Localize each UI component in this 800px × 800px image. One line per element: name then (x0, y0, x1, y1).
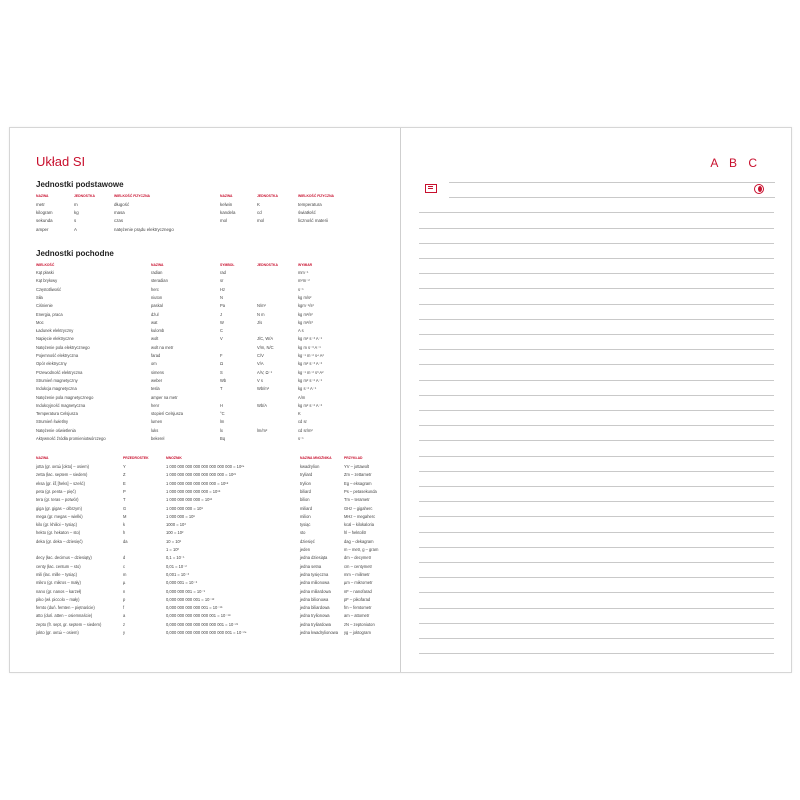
alphabet-index-letters: A B C (710, 156, 761, 170)
ruled-line (419, 532, 774, 533)
prefixes-cell: k (123, 522, 126, 528)
base-units-cell: m (74, 202, 78, 207)
prefixes-cell: kwadrylion (300, 464, 320, 469)
prefixes-cell: 0,000 000 001 = 10⁻⁹ (166, 588, 206, 594)
prefixes-cell: jedna setna (300, 563, 322, 569)
derived-units-cell: lm (220, 419, 225, 425)
prefixes-cell: tysiąc (300, 522, 311, 528)
derived-units-cell: Napięcie elektryczne (36, 336, 74, 342)
ruled-line (419, 425, 774, 426)
ruled-line (419, 410, 774, 411)
ruled-line (419, 364, 774, 365)
derived-units-cell: T (220, 386, 223, 392)
base-units-header: JEDNOSTKA (74, 194, 95, 198)
base-units-cell: K (257, 202, 260, 207)
ruled-line (419, 273, 774, 274)
base-units-cell: natężenie prądu elektrycznego (114, 226, 174, 232)
prefixes-cell: kcal – kilokaloria (344, 522, 375, 528)
prefixes-cell: nF – nanofarad (344, 588, 372, 594)
ruled-line (419, 516, 774, 517)
ruled-line (419, 243, 774, 244)
derived-units-cell: Ciśnienie (36, 303, 53, 309)
prefixes-cell: giga (gr. gigas – olbrzym) (36, 505, 82, 511)
derived-units-header: JEDNOSTKA (257, 263, 278, 267)
derived-units-cell: herc (151, 286, 159, 292)
ruled-line (419, 562, 774, 563)
prefixes-cell: y (123, 630, 126, 635)
ruled-line (419, 395, 774, 396)
prefixes-cell: 0,000 000 000 000 000 001 = 10⁻¹⁸ (166, 613, 231, 619)
prefixes-cell: am – attometr (344, 613, 370, 619)
prefixes-cell: centy (łac. centum – sto) (36, 563, 81, 569)
ruled-line (419, 623, 774, 624)
derived-units-cell: Ω (220, 361, 224, 367)
prefixes-cell: h (123, 530, 126, 536)
derived-units-cell: s⁻¹ (298, 436, 304, 441)
prefixes-cell: milion (300, 513, 311, 519)
prefixes-cell: dm – decymetr (344, 555, 372, 561)
derived-units-cell: niuton (151, 294, 163, 300)
prefixes-header: NAZWA (36, 456, 49, 460)
prefixes-cell: m (123, 571, 127, 577)
prefixes-cell: fm – femtometr (344, 605, 372, 611)
derived-units-cell: mm⁻¹ (298, 270, 309, 275)
derived-units-cell: Kąt płaski (36, 270, 54, 275)
prefixes-cell: pF – pikofarad (344, 596, 371, 602)
derived-units-cell: Siła (36, 294, 43, 300)
base-units-cell: amper (36, 226, 49, 232)
derived-units-cell: J/s (257, 319, 263, 325)
prefixes-header: NAZWA MNOŻNIKA (300, 456, 332, 460)
derived-units-cell: kg m² s⁻³ A⁻² (298, 361, 323, 367)
prefixes-cell: 0,000 001 = 10⁻⁶ (166, 580, 198, 586)
base-units-cell: czas (114, 218, 124, 224)
prefixes-cell: 1 000 000 000 = 10⁹ (166, 505, 204, 511)
derived-units-cell: Natężenie oświetlenia (36, 427, 76, 433)
base-units-header: JEDNOSTKA (257, 194, 278, 198)
derived-units-cell: Natężenie pola elektrycznego (36, 344, 90, 350)
prefixes-cell: µm – mikrometr (344, 580, 373, 586)
derived-units-cell: tesla (151, 386, 160, 392)
derived-units-cell: V s (257, 377, 263, 383)
prefixes-cell: bilion (300, 497, 310, 503)
prefixes-cell: 0,001 = 10⁻³ (166, 571, 189, 577)
derived-units-cell: amper na metr (151, 394, 178, 400)
base-units-cell: temperatura (298, 202, 322, 207)
prefixes-cell: GHz – gigaherc (344, 505, 373, 511)
prefixes-cell: MHz – megaherc (344, 513, 376, 519)
prefixes-cell: zetta (łac. septem – siedem) (36, 472, 88, 478)
prefixes-cell: 0,01 = 10⁻² (166, 563, 187, 569)
derived-units-cell: kg m² s⁻³ A⁻¹ (298, 336, 323, 342)
derived-units-cell: Indukcyjność magnetyczna (36, 402, 86, 408)
prefixes-cell: Eg – eksagram (344, 480, 372, 486)
prefixes-cell: z (123, 621, 126, 627)
prefixes-cell: zN – zeptoniuton (344, 621, 375, 627)
ruled-line (419, 547, 774, 548)
base-units-header: WIELKOŚĆ FIZYCZNA (114, 194, 150, 198)
prefixes-cell: f (123, 605, 125, 611)
prefixes-cell: jotta (gr. οκτώ [okto] – osiem) (36, 464, 89, 469)
prefixes-cell: 0,000 000 000 000 000 000 000 001 = 10⁻²⁴ (166, 630, 247, 635)
ruled-line (419, 334, 774, 335)
base-units-cell: światłość (298, 210, 316, 216)
derived-units-header: WIELKOŚĆ (36, 263, 55, 267)
prefixes-cell: 1 000 000 000 000 000 000 000 = 10²¹ (166, 472, 236, 478)
prefixes-cell: biliard (300, 488, 311, 494)
derived-units-header: WYMIAR (298, 263, 313, 267)
prefixes-cell: trylion (300, 480, 311, 486)
base-units-cell: kelwin (220, 202, 233, 207)
derived-units-cell: H (220, 402, 223, 408)
derived-units-cell: Aktywność źródła promieniotwórczego (36, 436, 106, 441)
prefixes-header: PRZYKŁAD (344, 456, 363, 460)
derived-units-cell: A/V, Ω⁻¹ (257, 369, 273, 375)
prefixes-cell: P (123, 488, 126, 494)
prefixes-cell: jedna trylionowa (300, 613, 330, 619)
derived-units-cell: Częstotliwość (36, 286, 62, 292)
derived-units-header: NAZWA (151, 263, 164, 267)
base-units-heading: Jednostki podstawowe (36, 180, 124, 189)
notebook-spread (9, 127, 792, 673)
derived-units-cell: simens (151, 369, 164, 375)
derived-units-cell: luks (151, 427, 159, 433)
derived-units-cell: Pa (220, 303, 226, 309)
prefixes-cell: eksa (gr. ἕξ [heks] – sześć) (36, 480, 85, 486)
derived-units-cell: cd sr/m² (298, 427, 313, 433)
ruled-line (449, 182, 775, 183)
derived-units-cell: K (298, 411, 301, 417)
derived-units-cell: Ładunek elektryczny (36, 328, 74, 334)
derived-units-cell: Energia, praca (36, 311, 63, 317)
derived-units-cell: kg m² s⁻² A⁻² (298, 402, 323, 408)
derived-units-cell: lm/m² (257, 427, 268, 433)
right-page-lined (401, 128, 791, 672)
prefixes-cell: Tm – terametr (344, 497, 370, 503)
derived-units-cell: farad (151, 353, 161, 358)
derived-units-cell: Przewodność elektryczna (36, 369, 83, 375)
base-units-cell: mol (220, 218, 228, 224)
derived-units-cell: Strumień magnetyczny (36, 377, 78, 383)
derived-units-cell: wat (151, 319, 158, 325)
page-title: Układ SI (36, 154, 86, 169)
prefixes-cell: atto (duń. atten – osiemnaście) (36, 613, 93, 619)
prefixes-cell: decy (łac. decimus – dziesiąty) (36, 555, 92, 561)
base-units-header: WIELKOŚĆ FIZYCZNA (298, 194, 334, 198)
derived-units-cell: Opór elektryczny (36, 361, 67, 367)
derived-units-cell: Temperatura Celsjusza (36, 411, 78, 417)
derived-units-cell: Indukcja magnetyczna (36, 386, 77, 392)
derived-units-cell: s⁻¹ (298, 286, 304, 292)
derived-units-cell: kgm⁻¹/s² (298, 303, 314, 309)
prefixes-cell: tera (gr. teras – potwór) (36, 497, 79, 503)
derived-units-cell: paskal (151, 303, 163, 309)
derived-units-cell: kg m/s² (298, 294, 312, 300)
left-page-si-units (10, 128, 400, 672)
base-units-cell: mol (257, 218, 265, 224)
prefixes-cell: dziesięć (300, 538, 315, 544)
derived-units-cell: Hz (220, 286, 226, 292)
prefixes-cell: piko (wł. piccolo – mały) (36, 596, 80, 602)
derived-units-cell: F (220, 353, 223, 358)
prefixes-cell: c (123, 563, 126, 569)
derived-units-cell: kg m s⁻³ A⁻¹ (298, 344, 321, 350)
derived-units-cell: dżul (151, 311, 159, 317)
prefixes-cell: jedna kwadrylionowa (300, 630, 339, 635)
prefixes-cell: cm – centymetr (344, 563, 372, 569)
prefixes-cell: miliard (300, 505, 313, 511)
prefixes-cell: jedna dziesiąta (300, 555, 328, 561)
derived-units-cell: Wb/A (257, 402, 268, 408)
prefixes-cell: µ (123, 580, 126, 586)
prefixes-cell: femto (duń. femten – piętnaście) (36, 605, 95, 611)
ruled-line (419, 258, 774, 259)
derived-units-cell: A/m (298, 394, 306, 400)
derived-units-cell: A s (298, 328, 304, 334)
prefixes-cell: M (123, 513, 127, 519)
prefixes-cell: 0,1 = 10⁻¹ (166, 555, 185, 561)
prefixes-cell: G (123, 505, 127, 511)
base-units-cell: długość (114, 202, 130, 207)
derived-units-cell: steradian (151, 278, 168, 284)
ruled-line (419, 349, 774, 350)
prefixes-cell: jeden (300, 547, 311, 552)
derived-units-cell: wolt na metr (151, 344, 174, 350)
base-units-cell: kilogram (36, 210, 53, 216)
derived-units-cell: om (151, 361, 157, 367)
derived-units-cell: W (220, 319, 224, 325)
prefixes-cell: 100 = 10² (166, 530, 184, 536)
base-units-cell: cd (257, 210, 262, 216)
prefixes-cell: dag – dekagram (344, 538, 374, 544)
prefixes-header: PRZEDROSTEK (123, 456, 149, 460)
ruled-line (419, 608, 774, 609)
prefixes-cell: 1 000 000 000 000 = 10¹² (166, 497, 213, 503)
prefixes-cell: 1 = 10⁰ (166, 547, 180, 552)
ruled-line (419, 212, 774, 213)
base-units-cell: metr (36, 202, 45, 207)
envelope-icon (425, 184, 437, 193)
derived-units-cell: °C (220, 411, 225, 417)
ruled-line (419, 456, 774, 457)
ruled-line (419, 653, 774, 654)
prefixes-cell: zepto (fr. sept, gr. septem – siedem) (36, 621, 102, 627)
base-units-header: NAZWA (36, 194, 49, 198)
derived-units-cell: Kąt bryłowy (36, 278, 58, 284)
prefixes-cell: a (123, 613, 126, 619)
prefixes-cell: Ps – petasekunda (344, 488, 377, 494)
derived-units-cell: kg m²/s³ (298, 319, 313, 325)
derived-units-cell: Wb (220, 377, 227, 383)
derived-units-cell: V (220, 336, 223, 342)
ruled-line (419, 288, 774, 289)
derived-units-cell: C/V (257, 353, 264, 358)
base-units-cell: s (74, 218, 77, 224)
prefixes-cell: 1 000 000 000 000 000 = 10¹⁵ (166, 488, 221, 494)
prefixes-cell: tryliard (300, 472, 313, 478)
ruled-line (449, 197, 775, 198)
ruled-line (419, 380, 774, 381)
derived-units-cell: Pojemność elektryczna (36, 353, 79, 358)
prefixes-cell: deka (gr. deka – dziesięć) (36, 538, 83, 544)
derived-units-cell: lx (220, 427, 223, 433)
prefixes-cell: hekto (gr. hekaton – sto) (36, 530, 81, 536)
derived-units-cell: S (220, 369, 223, 375)
ruled-line (419, 471, 774, 472)
prefixes-cell: jedna milionowa (300, 580, 330, 586)
prefixes-cell: jedna tysięczna (300, 571, 329, 577)
prefixes-cell: Y (123, 464, 126, 469)
prefixes-cell: d (123, 555, 126, 561)
derived-units-cell: kg⁻¹ m⁻² s³ A² (298, 369, 324, 375)
prefixes-cell: jedna tryliardowa (300, 621, 331, 627)
derived-units-cell: kg⁻¹ m⁻² s⁴ A² (298, 353, 324, 358)
prefixes-cell: Zm – zettametr (344, 472, 372, 478)
moon-icon (754, 184, 764, 194)
ruled-line (419, 304, 774, 305)
ruled-line (419, 501, 774, 502)
base-units-cell: kandela (220, 210, 236, 216)
derived-units-cell: kg m² s⁻² A⁻¹ (298, 377, 323, 383)
base-units-cell: sekunda (36, 218, 53, 224)
prefixes-cell: mili (łac. mille – tysiąc) (36, 571, 77, 577)
derived-units-cell: Bq (220, 436, 226, 441)
derived-units-header: SYMBOL (220, 263, 235, 267)
prefixes-cell: hl – hektolitr (344, 530, 367, 536)
prefixes-cell: da (123, 538, 128, 544)
base-units-cell: masa (114, 210, 125, 216)
derived-units-cell: kulomb (151, 328, 165, 334)
base-units-cell: liczność materii (298, 218, 329, 224)
prefixes-cell: m – metr, g – gram (344, 547, 379, 552)
derived-units-cell: N m (257, 311, 265, 317)
derived-units-cell: V/A (257, 361, 264, 367)
derived-units-cell: lumen (151, 419, 163, 425)
derived-units-cell: henr (151, 402, 160, 408)
base-units-cell: kg (74, 210, 79, 216)
ruled-line (419, 577, 774, 578)
prefixes-cell: nano (gr. nanos – karzeł) (36, 588, 82, 594)
derived-units-cell: Wb/m² (257, 386, 270, 392)
derived-units-heading: Jednostki pochodne (36, 249, 114, 258)
ruled-line (419, 638, 774, 639)
prefixes-cell: 0,000 000 000 001 = 10⁻¹² (166, 596, 215, 602)
base-units-cell: A (74, 226, 77, 232)
prefixes-cell: 0,000 000 000 000 001 = 10⁻¹⁵ (166, 605, 223, 611)
prefixes-cell: jedna bilionowa (300, 596, 329, 602)
prefixes-cell: 0,000 000 000 000 000 000 001 = 10⁻²¹ (166, 621, 239, 627)
derived-units-cell: Strumień świetlny (36, 419, 69, 425)
prefixes-cell: E (123, 480, 126, 486)
ruled-line (419, 592, 774, 593)
prefixes-cell: jedna biliardowa (300, 605, 330, 611)
ruled-line (419, 486, 774, 487)
prefixes-cell: jedna miliardowa (300, 588, 331, 594)
prefixes-cell: mega (gr. megas – wielki) (36, 513, 83, 519)
prefixes-cell: yg – joktogram (344, 630, 371, 635)
derived-units-cell: wolt (151, 336, 159, 342)
derived-units-cell: bekerel (151, 436, 165, 441)
derived-units-cell: Moc (36, 319, 44, 325)
prefixes-cell: sto (300, 530, 306, 536)
derived-units-cell: C (220, 328, 223, 334)
prefixes-cell: 1 000 000 000 000 000 000 = 10¹⁸ (166, 480, 229, 486)
prefixes-cell: Z (123, 472, 126, 478)
derived-units-cell: V/m, N/C (257, 344, 274, 350)
prefixes-cell: 1 000 000 = 10⁶ (166, 513, 196, 519)
derived-units-cell: J (220, 311, 223, 317)
prefixes-cell: 1 000 000 000 000 000 000 000 000 = 10²⁴ (166, 464, 245, 469)
derived-units-cell: rad (220, 270, 226, 275)
prefixes-cell: n (123, 588, 126, 594)
prefixes-cell: mm – milimetr (344, 571, 370, 577)
derived-units-cell: m²m⁻² (298, 278, 310, 284)
base-units-header: NAZWA (220, 194, 233, 198)
derived-units-cell: Natężenie pola magnetycznego (36, 394, 94, 400)
derived-units-cell: N (220, 294, 223, 300)
derived-units-cell: kg m²/s² (298, 311, 313, 317)
prefixes-cell: kilo (gr. khilioi – tysiąc) (36, 522, 77, 528)
ruled-line (419, 228, 774, 229)
ruled-line (419, 440, 774, 441)
prefixes-cell: YV – jottawolt (344, 464, 370, 469)
derived-units-cell: kg s⁻² A⁻¹ (298, 386, 317, 392)
prefixes-cell: 10 = 10¹ (166, 538, 182, 544)
ruled-line (419, 319, 774, 320)
derived-units-cell: sr (220, 278, 224, 284)
prefixes-cell: peta (gr. penta – pięć) (36, 488, 76, 494)
prefixes-cell: p (123, 596, 126, 602)
derived-units-cell: weber (151, 377, 163, 383)
prefixes-cell: jokto (gr. οκτώ – osiem) (36, 630, 79, 635)
prefixes-cell: 1000 = 10³ (166, 522, 186, 528)
derived-units-cell: J/C, W/A (257, 336, 274, 342)
derived-units-cell: N/m² (257, 303, 266, 309)
derived-units-cell: radian (151, 270, 163, 275)
prefixes-header: MNOŻNIK (166, 456, 182, 460)
derived-units-cell: stopień Celsjusza (151, 411, 184, 417)
prefixes-cell: mikro (gr. mikros – mały) (36, 580, 81, 586)
derived-units-cell: cd sr (298, 419, 307, 425)
prefixes-cell: T (123, 497, 126, 503)
